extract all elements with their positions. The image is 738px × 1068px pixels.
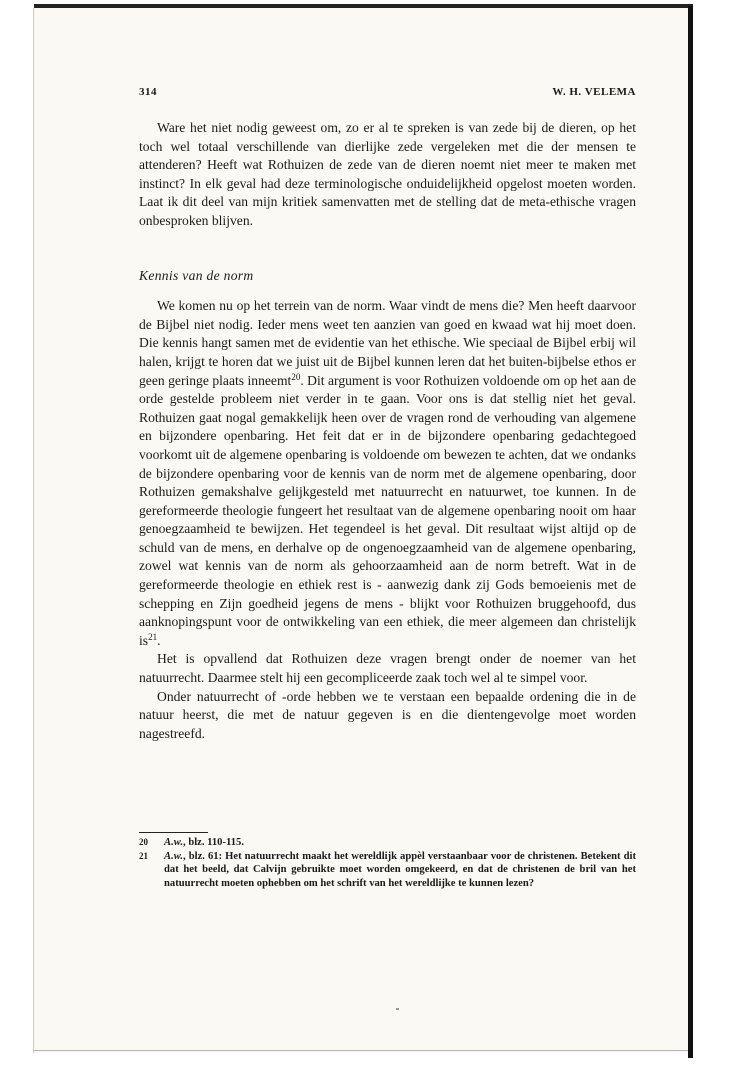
scan-bottom-edge bbox=[34, 1050, 688, 1051]
footnote-body: , blz. 61: Het natuurrecht maakt het wereldlijk appèl verstaanbaar voor de christenen. Betekent dit dat het beeld, dat Calvijn gebruikte moet worden omgekeerd, en dat de christenen de bril van het natuurrecht moeten ophebben om het schrift van het wereldlijke te kunnen lezen? bbox=[164, 850, 636, 889]
page-number: 314 bbox=[139, 86, 157, 98]
body-text bbox=[139, 119, 636, 743]
paragraph-3: Het is opvallend dat Rothuizen deze vragen brengt onder de noemer van het natuurrecht. Daarmee stelt hij een gecompliceerde zaak toch wel al te simpel voor. bbox=[139, 651, 636, 686]
footnote-abbrev: A.w. bbox=[164, 850, 184, 862]
footnotes bbox=[139, 836, 636, 890]
footnote-rule bbox=[139, 832, 208, 833]
footnote-21 bbox=[139, 850, 636, 891]
scan-right-edge bbox=[688, 6, 693, 1058]
footnote-ref-20: 20 bbox=[291, 371, 301, 382]
paragraph-2 bbox=[139, 297, 636, 650]
paragraph-2-end: . bbox=[157, 632, 161, 648]
footnote-text bbox=[164, 836, 636, 850]
paragraph-2-part-b: . Dit argument is voor Rothuizen voldoende om op het aan de orde gestelde probleem niet verder in te gaan. Voor ons is dat stellig niet het geval. Rothuizen gaat nogal gemakkelijk heen over de vragen rond de verhouding van algemene en bijzondere openbaring. Het feit dat er in de bijzondere openbaring gedachtegoed voorkomt uit de algemene openbaring is voldoende om bewezen te achten, dat we ondanks de bijzondere openbaring voor de kennis van de norm met de algemene openbaring, door Rothuizen gemakshalve gelijkgesteld met natuurrecht en natuurwet, toe kunnen. In de gereformeerde theologie fungeert het resultaat van de algemene openbaring nooit om haar genoegzaamheid te bewijzen. Het tegendeel is het geval. Dit resultaat wijst altijd op de schuld van de mens, en derhalve op de ongenoegzaamheid van de algemene openbaring, zowel wat kennis van de norm als gehoorzaamheid aan de norm betreft. Wat in de gereformeerde theologie en ethiek rest is - aanwezig dank zij Gods bemoeienis met de schepping en Zijn goedheid jegens de mens - blijkt voor Rothuizen bruggehoofd, dus aanknopingspunt voor de ontwikkeling van een ethiek, die meer algemeen dan christelijk is bbox=[139, 372, 636, 648]
running-header bbox=[139, 86, 636, 98]
paragraph-1: Ware het niet nodig geweest om, zo er al te spreken is van zede bij de dieren, op het toch wel totaal verschillende van dierlijke zede vergeleken met die der mensen te attenderen? Heeft wat Rothuizen de zede van de dieren noemt niet meer te maken met instinct? In elk geval had deze terminologische onduidelijkheid opgelost moeten worden. Laat ik dit deel van mijn kritiek samenvatten met de stelling dat de meta-ethische vragen onbesproken blijven. bbox=[139, 120, 636, 228]
footnote-body: , blz. 110-115. bbox=[183, 837, 244, 848]
footnote-20 bbox=[139, 836, 636, 850]
footnote-text bbox=[164, 850, 636, 891]
footnote-number: 20 bbox=[139, 837, 148, 847]
footnote-ref-21: 21 bbox=[148, 631, 158, 642]
footnote-number: 21 bbox=[139, 850, 148, 861]
section-heading: Kennis van de norm bbox=[139, 267, 254, 283]
scan-speck bbox=[396, 1008, 399, 1010]
running-title: W. H. VELEMA bbox=[552, 86, 636, 98]
paragraph-2-part-a: We komen nu op het terrein van de norm. Waar vindt de mens die? Men heeft daarvoor de Bijbel niet nodig. Ieder mens weet ten aanzien van goed en kwaad wat hij moet doen. Die kennis hangt samen met de evidentie van het ethische. Wie speciaal de Bijbel erbij wil halen, krijgt te horen dat we juist uit de Bijbel kunnen leren dat het buiten-bijbelse ethos er geen geringe plaats inneemt bbox=[139, 298, 636, 388]
scan-left-edge bbox=[33, 8, 34, 1053]
footnote-abbrev: A.w. bbox=[164, 837, 184, 848]
paragraph-4: Onder natuurrecht of -orde hebben we te verstaan een bepaalde ordening die in de natuur heerst, die met de natuur gegeven is en die dientengevolge moet worden nagestreefd. bbox=[139, 688, 636, 741]
